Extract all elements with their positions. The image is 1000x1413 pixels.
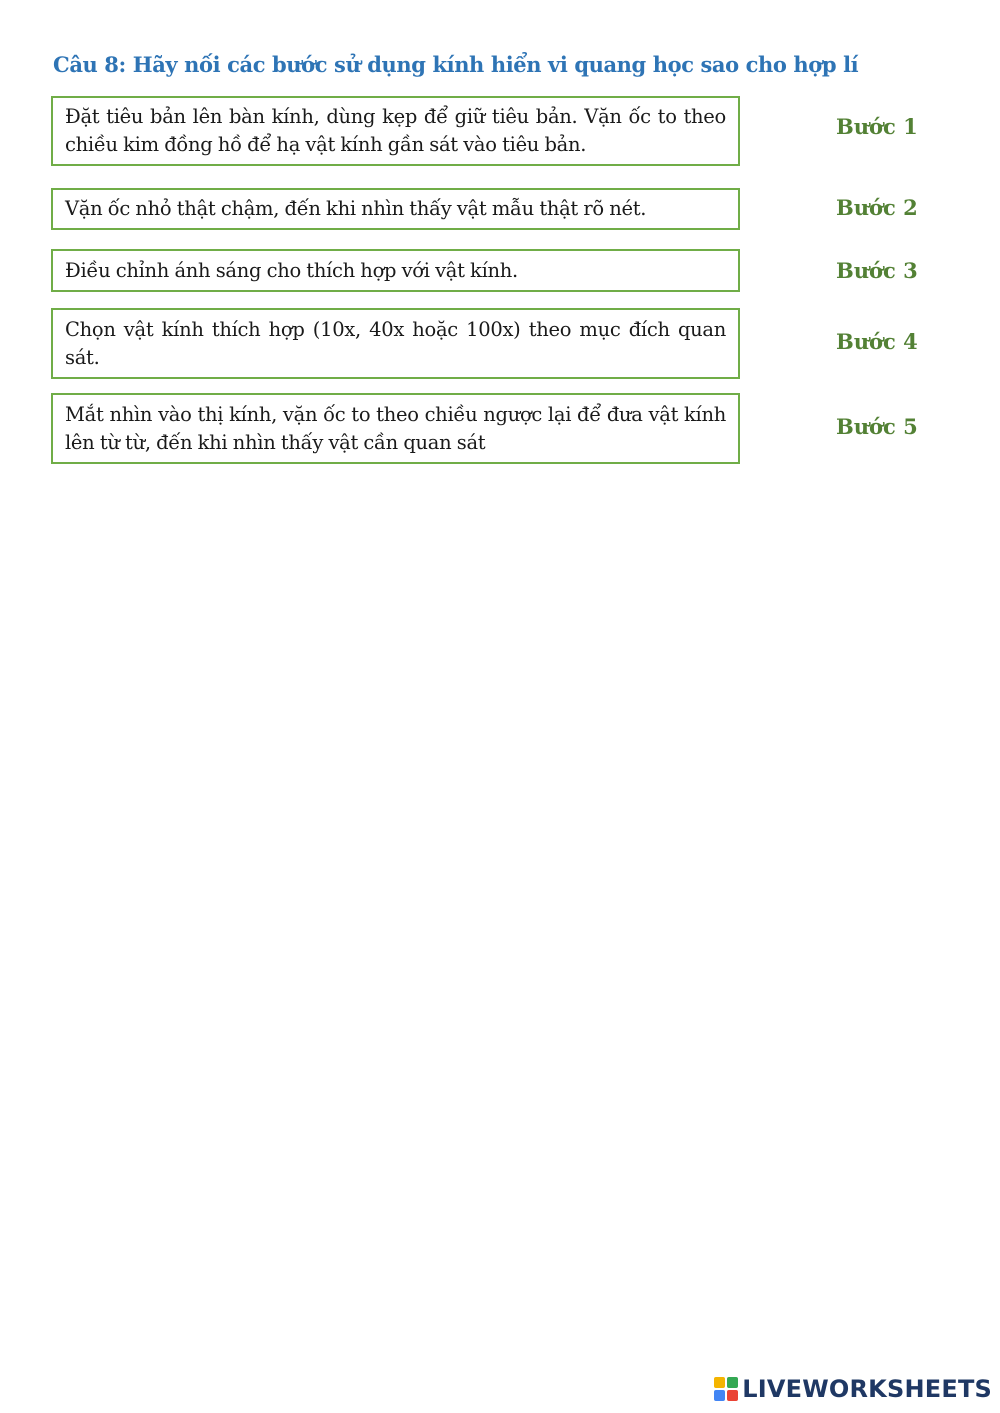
step-label-5[interactable]: Bước 5	[836, 414, 918, 439]
logo-square-1	[714, 1377, 725, 1388]
question-title: Câu 8: Hãy nối các bước sử dụng kính hiển vi quang học sao cho hợp lí	[53, 52, 859, 77]
step-text-3: Điều chỉnh ánh sáng cho thích hợp với vật kính.	[65, 258, 518, 282]
step-box-2[interactable]	[51, 188, 740, 230]
logo-square-3	[714, 1390, 725, 1401]
logo-square-2	[727, 1377, 738, 1388]
step-text-1: Đặt tiêu bản lên bàn kính, dùng kẹp để giữ tiêu bản. Vặn ốc to theo chiều kim đồng hồ để hạ vật kính gần sát vào tiêu bản.	[65, 105, 726, 156]
liveworksheets-logo-icon	[714, 1377, 738, 1401]
step-text-4: Chọn vật kính thích hợp (10x, 40x hoặc 100x) theo mục đích quan sát.	[65, 317, 726, 369]
step-text-5: Mắt nhìn vào thị kính, vặn ốc to theo chiều ngược lại để đưa vật kính lên từ từ, đến khi nhìn thấy vật cần quan sát	[65, 402, 726, 454]
step-box-5[interactable]	[51, 393, 740, 464]
step-label-2[interactable]: Bước 2	[836, 195, 918, 220]
step-box-4[interactable]	[51, 308, 740, 379]
logo-square-4	[727, 1390, 738, 1401]
step-label-3[interactable]: Bước 3	[836, 258, 918, 283]
step-text-2: Vặn ốc nhỏ thật chậm, đến khi nhìn thấy vật mẫu thật rõ nét.	[65, 197, 647, 220]
step-box-3[interactable]	[51, 249, 740, 292]
step-box-1[interactable]	[51, 96, 740, 166]
brand-name: LIVEWORKSHEETS	[742, 1375, 992, 1403]
liveworksheets-logo	[714, 1373, 992, 1405]
step-label-4[interactable]: Bước 4	[836, 329, 918, 354]
step-label-1[interactable]: Bước 1	[836, 114, 918, 139]
